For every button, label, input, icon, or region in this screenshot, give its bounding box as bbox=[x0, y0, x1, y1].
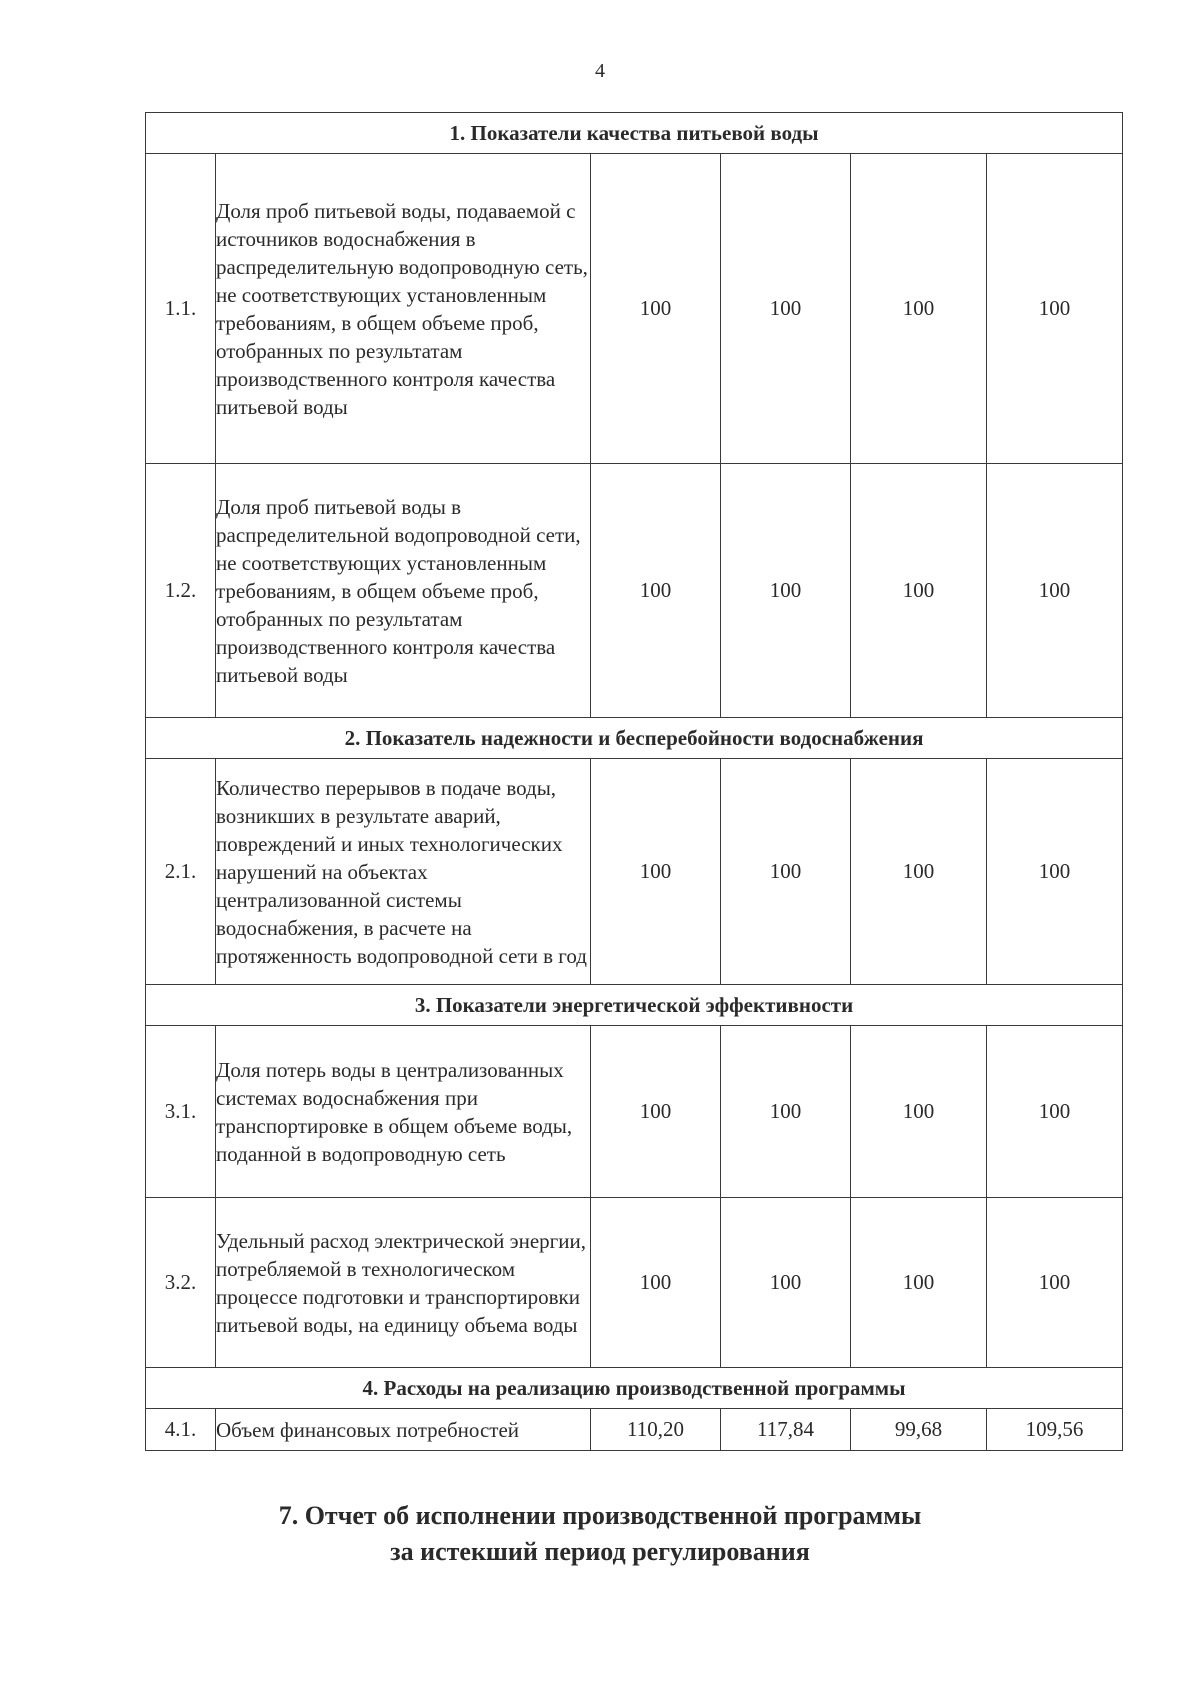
section-title: 2. Показатель надежности и бесперебойности водоснабжения bbox=[146, 718, 1123, 759]
table-row bbox=[146, 464, 1123, 718]
section-heading bbox=[0, 1498, 1200, 1570]
row-number: 4.1. bbox=[146, 1409, 216, 1451]
row-number: 3.1. bbox=[146, 1026, 216, 1198]
row-value-1: 100 bbox=[591, 759, 721, 985]
row-description: Доля потерь воды в централизованных системах водоснабжения при транспортировке в общем объеме воды, поданной в водопроводную сеть bbox=[216, 1026, 591, 1198]
row-value-4: 100 bbox=[987, 154, 1123, 464]
section-heading-line-2: за истекший период регулирования bbox=[390, 1537, 810, 1566]
row-number: 3.2. bbox=[146, 1198, 216, 1368]
row-value-2: 100 bbox=[721, 154, 851, 464]
row-value-3: 99,68 bbox=[851, 1409, 987, 1451]
row-description: Удельный расход электрической энергии, потребляемой в технологическом процессе подготовки и транспортировки питьевой воды, на единицу объема воды bbox=[216, 1198, 591, 1368]
section-title: 1. Показатели качества питьевой воды bbox=[146, 113, 1123, 154]
table-row bbox=[146, 1026, 1123, 1198]
table-row bbox=[146, 154, 1123, 464]
row-value-3: 100 bbox=[851, 1026, 987, 1198]
row-value-1: 100 bbox=[591, 1026, 721, 1198]
indicators-table bbox=[145, 112, 1123, 1451]
section-title: 3. Показатели энергетической эффективности bbox=[146, 985, 1123, 1026]
row-value-4: 100 bbox=[987, 759, 1123, 985]
row-number: 2.1. bbox=[146, 759, 216, 985]
row-value-3: 100 bbox=[851, 759, 987, 985]
row-description: Объем финансовых потребностей bbox=[216, 1409, 591, 1451]
section-header-row bbox=[146, 113, 1123, 154]
row-value-2: 100 bbox=[721, 464, 851, 718]
row-value-3: 100 bbox=[851, 464, 987, 718]
section-title: 4. Расходы на реализацию производственной программы bbox=[146, 1368, 1123, 1409]
row-value-4: 100 bbox=[987, 464, 1123, 718]
section-header-row bbox=[146, 718, 1123, 759]
row-value-2: 100 bbox=[721, 759, 851, 985]
row-value-3: 100 bbox=[851, 154, 987, 464]
page-number: 4 bbox=[595, 60, 605, 82]
row-value-1: 100 bbox=[591, 1198, 721, 1368]
row-value-1: 100 bbox=[591, 464, 721, 718]
row-number: 1.2. bbox=[146, 464, 216, 718]
row-value-4: 109,56 bbox=[987, 1409, 1123, 1451]
row-value-4: 100 bbox=[987, 1198, 1123, 1368]
table-row bbox=[146, 759, 1123, 985]
row-value-2: 100 bbox=[721, 1198, 851, 1368]
table-row bbox=[146, 1409, 1123, 1451]
row-value-1: 100 bbox=[591, 154, 721, 464]
row-value-3: 100 bbox=[851, 1198, 987, 1368]
section-header-row bbox=[146, 1368, 1123, 1409]
row-value-2: 100 bbox=[721, 1026, 851, 1198]
row-description: Количество перерывов в подаче воды, возникших в результате аварий, повреждений и иных технологических нарушений на объектах централизованной системы водоснабжения, в расчете на протяженность водопроводной сети в год bbox=[216, 759, 591, 985]
table-row bbox=[146, 1198, 1123, 1368]
row-description: Доля проб питьевой воды в распределительной водопроводной сети, не соответствующих установленным требованиям, в общем объеме проб, отобранных по результатам производственного контроля качества питьевой воды bbox=[216, 464, 591, 718]
section-heading-line-1: 7. Отчет об исполнении производственной программы bbox=[278, 1501, 922, 1530]
row-value-2: 117,84 bbox=[721, 1409, 851, 1451]
row-description: Доля проб питьевой воды, подаваемой с источников водоснабжения в распределительную водопроводную сеть, не соответствующих установленным требованиям, в общем объеме проб, отобранных по результатам производственного контроля качества питьевой воды bbox=[216, 154, 591, 464]
row-number: 1.1. bbox=[146, 154, 216, 464]
row-value-4: 100 bbox=[987, 1026, 1123, 1198]
row-value-1: 110,20 bbox=[591, 1409, 721, 1451]
section-header-row bbox=[146, 985, 1123, 1026]
